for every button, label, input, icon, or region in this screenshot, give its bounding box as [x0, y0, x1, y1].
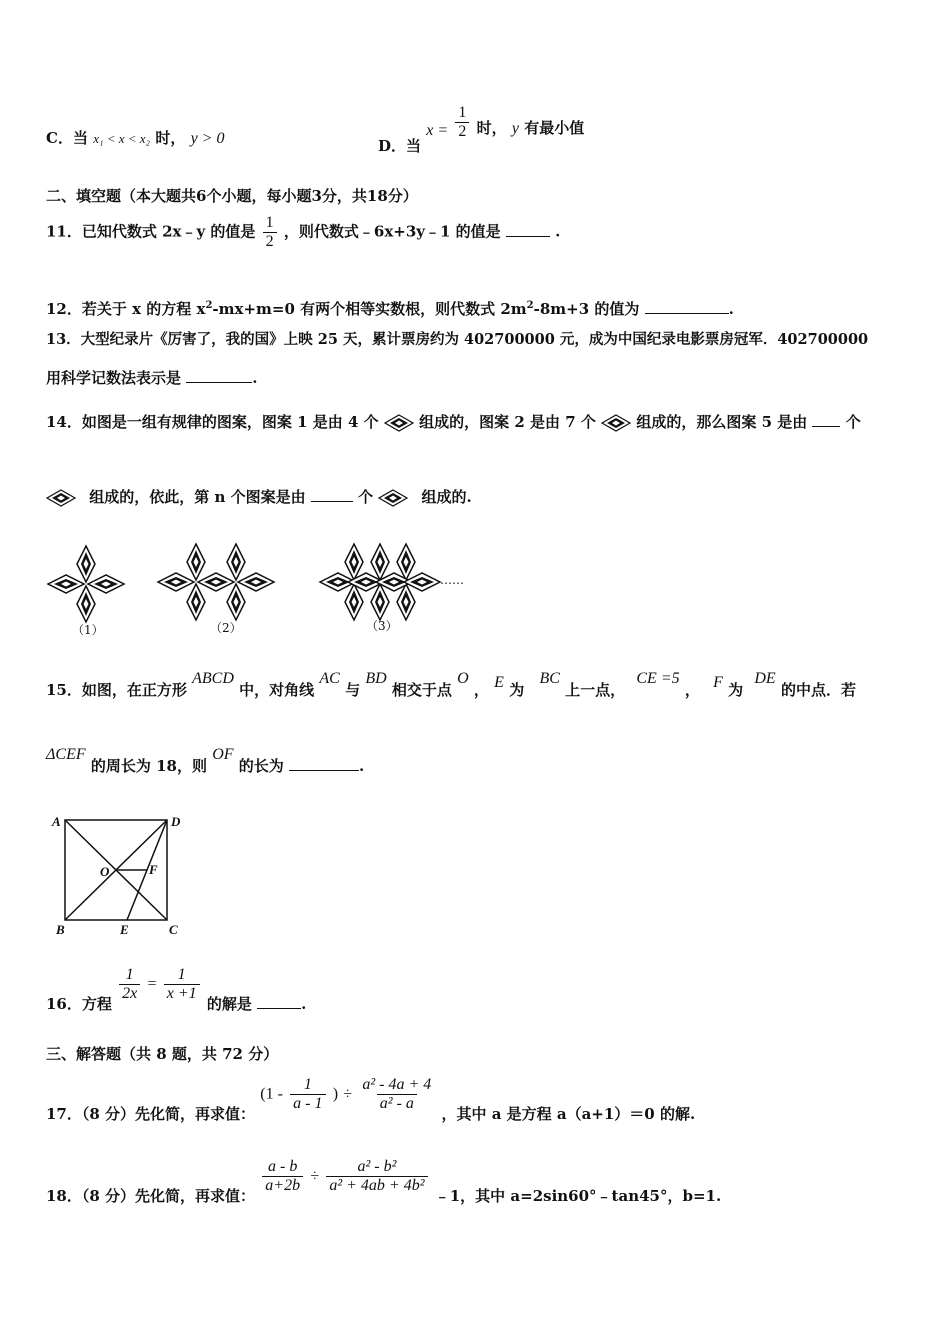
pattern-3 — [320, 544, 440, 620]
q16-fraction-right: $\frac{1}{x +1}$ — [164, 966, 200, 1003]
point-b-label: B — [56, 922, 65, 937]
point-a-label: A — [52, 814, 61, 829]
point-d-label: D — [171, 814, 181, 829]
question-18: 18．（8 分）先化简，再求值： $\frac{a - b}{a+2b}$ ÷ $\frac{\text{a² - b²}}{\text{a² + 4ab + 4b²}}$ ﹣1，其中 a=2sin60°﹣tan45°，b=1. — [46, 1158, 722, 1205]
question-14-line-2: 组成的，依此，第 n 个图案是由 个 组成的. — [46, 487, 472, 507]
square-figure — [40, 808, 200, 938]
q18-fraction-2: $\frac{\text{a² - b²}}{\text{a² + 4ab + 4b²}}$ — [326, 1158, 427, 1195]
section-3-title: 三、解答题（共 8 题，共 72 分） — [46, 1045, 279, 1063]
question-16: 16．方程 $\frac{1}{2x}$ = $\frac{1}{x +1}$ 的解是 . — [46, 966, 307, 1013]
pattern-2-label: （2） — [210, 621, 242, 635]
section-2-title: 二、填空题（本大题共6个小题，每小题3分，共18分） — [46, 187, 418, 205]
point-c-label: C — [169, 922, 178, 937]
pattern-3-label: （3） — [366, 619, 398, 633]
q12-answer-blank[interactable] — [645, 299, 729, 314]
diamond-tile-icon — [601, 414, 631, 432]
question-13-line-2: 用科学记数法表示是 . — [46, 369, 258, 387]
question-17: 17．（8 分）先化简，再求值： (1 - $\frac{1}{a - 1}$ ) ÷ $\frac{\text{a² - 4a + 4}}{\text{a² - a}}$ ，其中 a 是方程 a（a+1）＝0 的解. — [46, 1076, 696, 1123]
diamond-tile-icon — [378, 489, 408, 507]
point-e-label: E — [120, 922, 129, 937]
q15-answer-blank[interactable] — [289, 756, 359, 771]
diamond-tile-icon — [46, 489, 76, 507]
q13-answer-blank[interactable] — [186, 368, 252, 383]
pattern-2 — [158, 544, 274, 620]
question-12: 12．若关于 x 的方程 $x^2-mx+m=0$ 有两个相等实数根，则代数式 $2m^2-8m+3$ 的值为 . — [46, 300, 734, 318]
question-14-line-1: 14．如图是一组有规律的图案，图案 1 是由 4 个 组成的，图案 2 是由 7 个 组成的，那么图案 5 是由 个 — [46, 413, 861, 431]
q16-answer-blank[interactable] — [257, 994, 301, 1009]
pattern-1-label: （1） — [72, 623, 104, 637]
q10-d-fraction: $\frac{1}{2}$ — [455, 104, 469, 141]
q11-answer-blank[interactable] — [506, 222, 550, 237]
q17-fraction-2: $\frac{\text{a² - 4a + 4}}{\text{a² - a}}$ — [362, 1076, 432, 1112]
pattern-figure — [46, 540, 486, 640]
q10-option-c: C．当 x₁ < x < x₂ 时， y > 0 — [46, 129, 225, 147]
point-f-label: F — [149, 862, 158, 877]
pattern-1 — [48, 546, 124, 622]
q14-blank-2[interactable] — [311, 487, 353, 502]
question-11: 11．已知代数式 2x﹣y 的值是 $\frac{1}{2}$ ，则代数式﹣6x+3y﹣1 的值是 . — [46, 214, 561, 250]
q16-fraction-left: $\frac{1}{2x}$ — [119, 966, 140, 1003]
q14-blank-1[interactable] — [812, 412, 840, 427]
diamond-tile-icon — [384, 414, 414, 432]
question-13-line-1: 13．大型纪录片《厉害了，我的国》上映 25 天，累计票房约为 402700000 元，成为中国纪录电影票房冠军．402700000 — [46, 331, 869, 348]
point-o-label: O — [100, 864, 110, 879]
q10-option-d: D．当 x = $\frac{1}{2}$ 时， y 有最小值 — [378, 104, 585, 155]
q11-fraction: $\frac{1}{2}$ — [263, 214, 277, 251]
q18-fraction-1: $\frac{a - b}{a+2b}$ — [262, 1158, 303, 1195]
pattern-ellipsis: …… — [440, 573, 464, 587]
question-15-line-2: ΔCEF 的周长为 18，则 OF 的长为 . — [46, 746, 365, 775]
question-15-line-1: 15．如图，在正方形 ABCD 中，对角线 AC 与 BD 相交于点 O ， E 为 BC 上一点， CE =5 ， F 为 DE 的中点．若 — [46, 670, 856, 699]
q17-fraction-1: $\frac{1}{a - 1}$ — [290, 1076, 325, 1113]
